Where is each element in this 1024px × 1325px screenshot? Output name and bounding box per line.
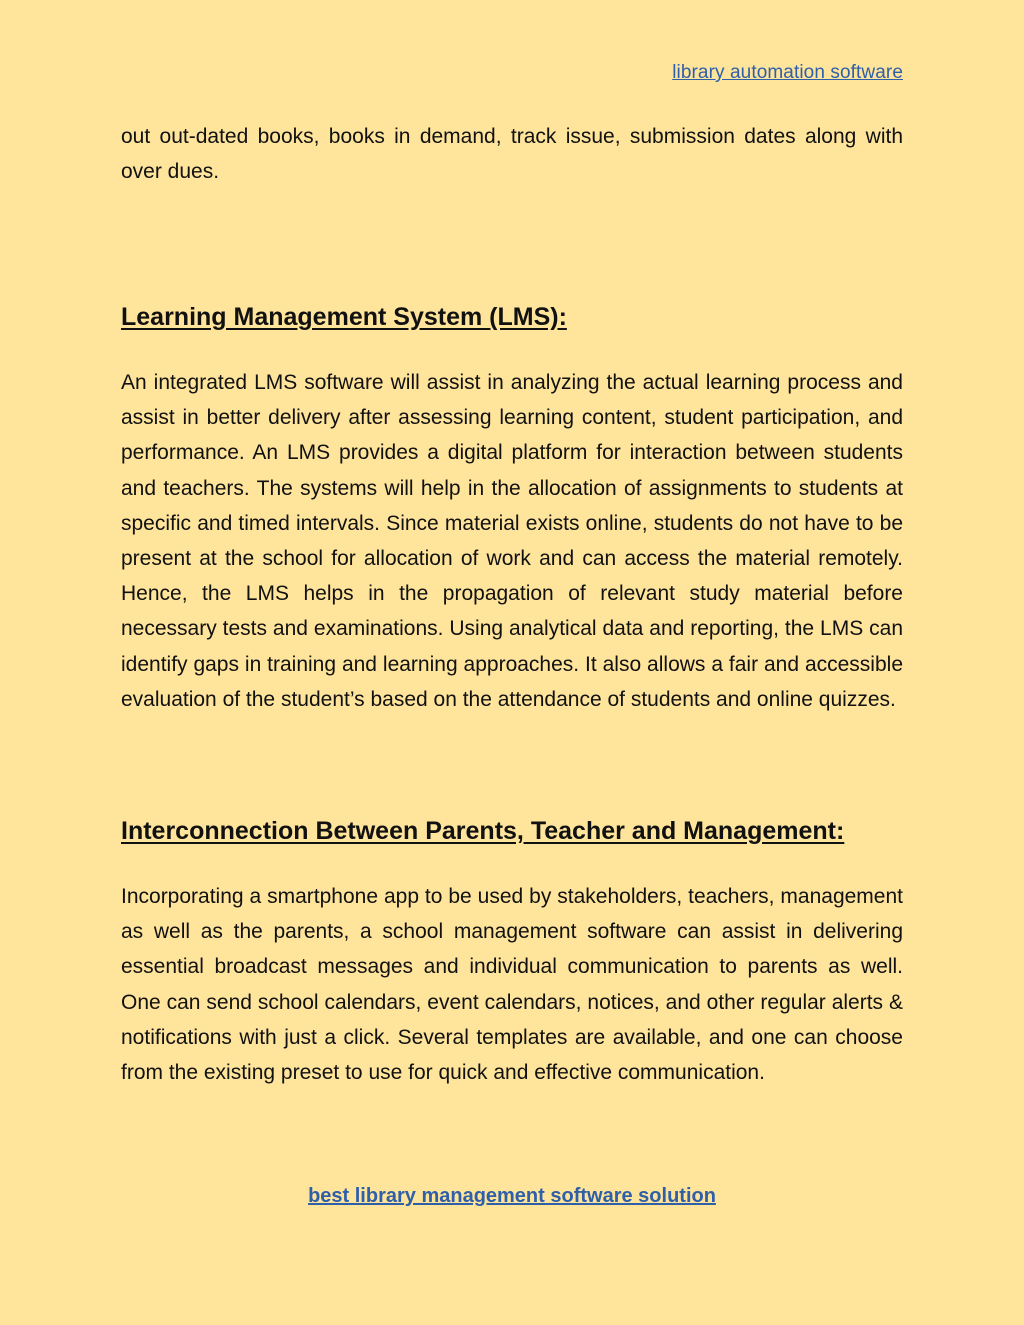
- section-body-lms: An integrated LMS software will assist in analyzing the actual learning process and assist in better delivery after assessing learning content, student participation, and performance. An LMS provides a digital platform for interaction between students and teachers. The systems will help in the allocation of assignments to students at specific and timed intervals. Since material exists online, students do not have to be present at the school for allocation of work and can access the material remotely. Hence, the LMS helps in the propagation of relevant study material before necessary tests and examinations. Using analytical data and reporting, the LMS can identify gaps in training and learning approaches. It also allows a fair and accessible evaluation of the student’s based on the attendance of students and online quizzes.: [121, 371, 903, 711]
- footer-link-best-library-management-software[interactable]: best library management software solution: [308, 1185, 716, 1207]
- section-heading-interconnection: Interconnection Between Parents, Teacher and Management:: [121, 817, 845, 845]
- footer-link-container: [0, 1185, 1024, 1208]
- section-heading-lms: Learning Management System (LMS):: [121, 303, 567, 331]
- section-body-interconnection: Incorporating a smartphone app to be used by stakeholders, teachers, management as well as the parents, a school management software can assist in delivering essential broadcast messages and individual communication to parents as well. One can send school calendars, event calendars, notices, and other regular alerts & notifications with just a click. Several templates are available, and one can choose from the existing preset to use for quick and effective communication.: [121, 885, 903, 1085]
- header-link-library-automation-software[interactable]: library automation software: [672, 62, 903, 83]
- intro-paragraph: out out-dated books, books in demand, track issue, submission dates along with over dues.: [121, 125, 903, 184]
